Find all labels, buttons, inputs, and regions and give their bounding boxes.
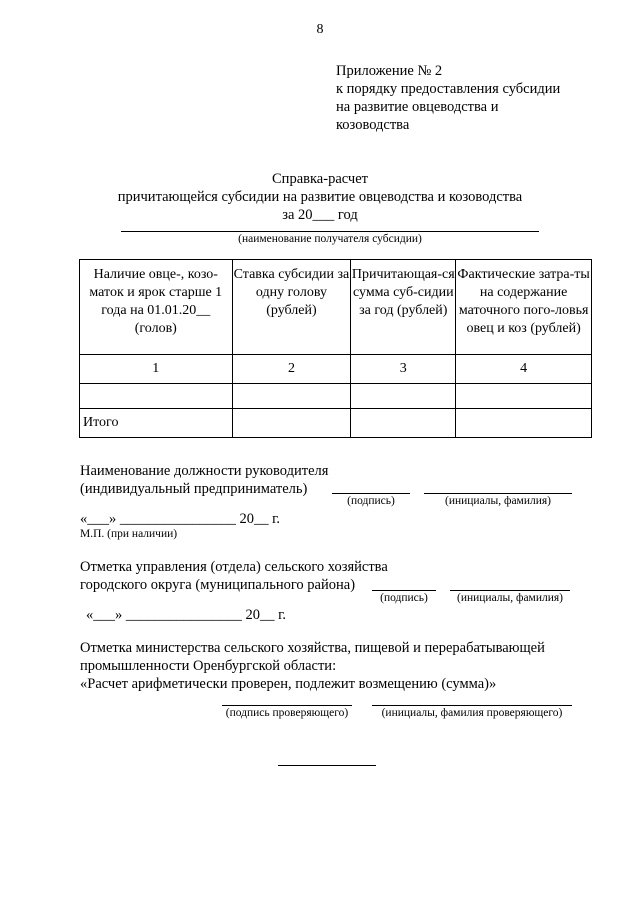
ministry-mark-label: Отметка министерства сельского хозяйства, пищевой и перерабатывающей bbox=[80, 640, 545, 656]
head-name-line bbox=[424, 493, 572, 494]
dept-name-line bbox=[450, 590, 570, 591]
head-entrepreneur-label: (индивидуальный предприниматель) bbox=[80, 481, 308, 497]
recipient-line bbox=[121, 231, 539, 232]
column-number: 3 bbox=[351, 355, 456, 384]
total-label: Итого bbox=[80, 409, 233, 438]
header-cell-costs: Фактические затра-ты на содержание маточного пого-ловья овец и коз (рублей) bbox=[456, 260, 592, 355]
column-number: 2 bbox=[232, 355, 351, 384]
table-cell bbox=[351, 409, 456, 438]
stamp-label: М.П. (при наличии) bbox=[80, 528, 178, 540]
table-cell bbox=[351, 384, 456, 409]
ministry-name-caption: (инициалы, фамилия проверяющего) bbox=[381, 707, 563, 719]
table-cell bbox=[232, 409, 351, 438]
annex-header bbox=[336, 62, 560, 134]
document-subtitle: причитающейся субсидии на развитие овцеводства и козоводства bbox=[117, 189, 523, 205]
ministry-verification-text: «Расчет арифметически проверен, подлежит возмещению (сумма)» bbox=[80, 676, 497, 692]
header-cell-livestock: Наличие овце-, козо-маток и ярок старше 1 года на 01.01.20__ (голов) bbox=[80, 260, 233, 355]
header-cell-amount: Причитающая-ся сумма суб-сидии за год (рублей) bbox=[351, 260, 456, 355]
head-date-line: «___» ________________ 20__ г. bbox=[80, 511, 281, 527]
table-cell bbox=[456, 384, 592, 409]
dept-district-label: городского округа (муниципального района) bbox=[80, 577, 356, 593]
table-number-row bbox=[80, 355, 592, 384]
dept-mark-label: Отметка управления (отдела) сельского хозяйства bbox=[80, 559, 388, 575]
ministry-signature-line bbox=[222, 705, 352, 706]
document-title: Справка-расчет bbox=[272, 171, 368, 187]
recipient-caption: (наименование получателя субсидии) bbox=[238, 233, 422, 245]
table-header-row bbox=[80, 260, 592, 355]
annex-line: на развитие овцеводства и bbox=[336, 99, 499, 115]
table-cell bbox=[232, 384, 351, 409]
head-signature-caption: (подпись) bbox=[347, 495, 395, 507]
table-cell bbox=[80, 384, 233, 409]
header-cell-rate: Ставка субсидии за одну голову (рублей) bbox=[232, 260, 351, 355]
head-position-label: Наименование должности руководителя bbox=[80, 463, 329, 479]
dept-signature-line bbox=[372, 590, 436, 591]
head-signature-line bbox=[332, 493, 410, 494]
annex-line: к порядку предоставления субсидии bbox=[336, 81, 561, 97]
table-cell bbox=[456, 409, 592, 438]
ministry-signature-caption: (подпись проверяющего) bbox=[225, 707, 349, 719]
dept-name-caption: (инициалы, фамилия) bbox=[456, 592, 564, 604]
subsidy-table bbox=[79, 259, 592, 438]
table-total-row bbox=[80, 409, 592, 438]
document-year: за 20___ год bbox=[282, 207, 358, 223]
dept-signature-caption: (подпись) bbox=[380, 592, 428, 604]
table-row bbox=[80, 384, 592, 409]
annex-line: Приложение № 2 bbox=[336, 63, 443, 79]
column-number: 4 bbox=[456, 355, 592, 384]
head-name-caption: (инициалы, фамилия) bbox=[444, 495, 552, 507]
column-number: 1 bbox=[80, 355, 233, 384]
dept-date-line: «___» ________________ 20__ г. bbox=[86, 607, 287, 623]
ministry-name-line bbox=[372, 705, 572, 706]
closing-divider bbox=[278, 765, 376, 766]
annex-line: козоводства bbox=[336, 117, 410, 133]
ministry-region-label: промышленности Оренбургской области: bbox=[80, 658, 337, 674]
page-number: 8 bbox=[316, 22, 324, 37]
